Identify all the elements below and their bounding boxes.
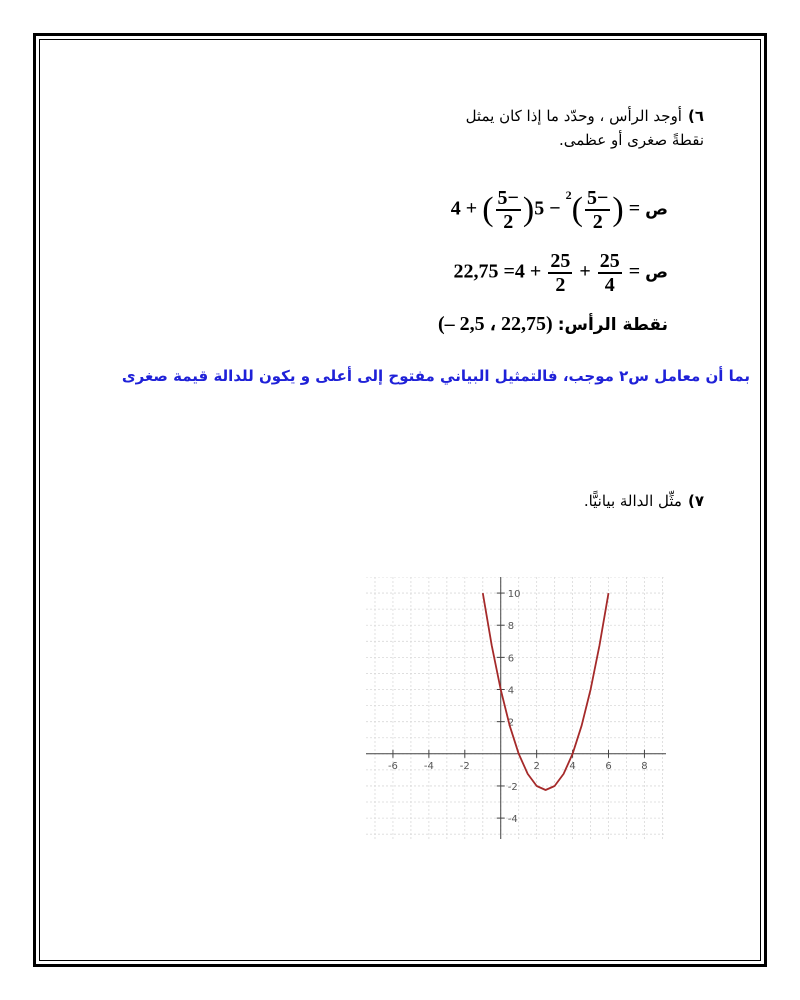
eq2-constant: 4 (514, 260, 525, 283)
eq2-result: 22,75 (453, 260, 499, 283)
vertex-line (438, 311, 668, 336)
question-7-prompt: مثِّل الدالة بيانيًّا. (583, 492, 682, 510)
eq2-lhs: ص (645, 262, 668, 283)
x-tick-label: 4 (569, 760, 576, 772)
equation-2: 22,75 =4 + $\frac{25}{2}$ + $\frac{25}{4}$ = ص (453, 250, 668, 296)
eq1-exponent: 2 (565, 187, 572, 202)
vertex-value: (– 2,5 ، 22,75) (437, 313, 553, 335)
x-tick-label: 6 (605, 760, 612, 772)
y-tick-label: 4 (507, 685, 515, 697)
question-7 (584, 489, 704, 513)
question-6-number: ٦) (687, 107, 704, 125)
y-tick-label: -4 (507, 814, 518, 826)
vertex-label: نقطة الرأس: (557, 315, 668, 335)
eq1-constant: 4 (450, 197, 461, 220)
x-tick-label: -2 (459, 760, 470, 772)
eq1-fraction-a: $\frac{5-}{2}$ (497, 187, 519, 233)
eq1-lhs: ص (645, 199, 668, 220)
x-tick-label: -6 (387, 760, 398, 772)
parabola-graph (366, 577, 666, 839)
eq1-coefficient: 5 (534, 197, 545, 220)
question-6 (434, 104, 704, 152)
eq2-fraction-b: $\frac{25}{4}$ (599, 250, 620, 296)
x-tick-label: -4 (423, 760, 434, 772)
eq2-fraction-a: $\frac{25}{2}$ (550, 250, 571, 296)
y-tick-label: -2 (507, 781, 518, 793)
y-tick-label: 2 (507, 717, 515, 729)
chart-background (366, 577, 666, 839)
equation-1: 4 + ( $\frac{5-}{2}$ )5 − $^2$( $\frac{5-}{2}$ ) = ص (450, 187, 668, 233)
eq1-fraction-b: $\frac{5-}{2}$ (586, 187, 609, 233)
y-tick-label: 8 (507, 621, 515, 633)
question-7-number: ٧) (687, 492, 704, 510)
x-tick-label: 8 (641, 760, 648, 772)
y-tick-label: 10 (507, 589, 521, 601)
x-tick-label: 2 (533, 760, 540, 772)
answer-text: بما أن معامل س٢ موجب، فالتمثيل البياني مفتوح إلى أعلى و يكون للدالة قيمة صغرى (121, 367, 750, 385)
y-tick-label: 6 (507, 653, 515, 665)
question-6-prompt: أوجد الرأس ، وحدّد ما إذا كان يمثل نقطةً صغرى أو عظمى. (465, 107, 704, 149)
